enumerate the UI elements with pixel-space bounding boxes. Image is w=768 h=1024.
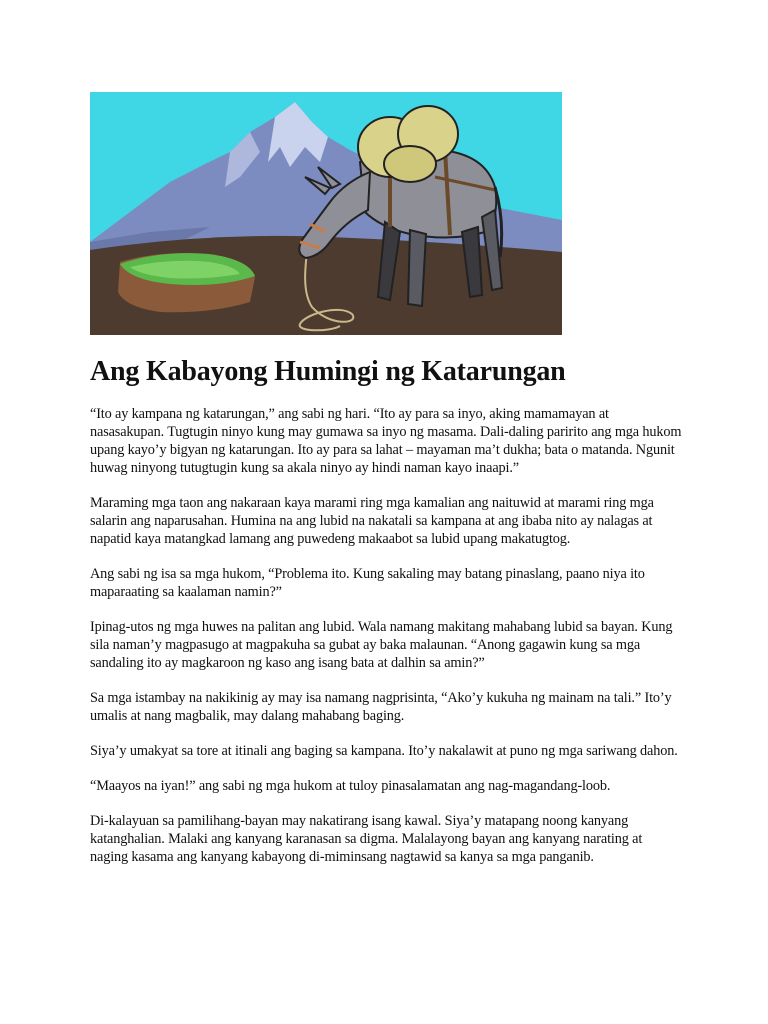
paragraph: Siya’y umakyat sa tore at itinali ang baging sa kampana. Ito’y nakalawit at puno ng mga sariwang dahon.: [90, 743, 678, 759]
page-title: Ang Kabayong Humingi ng Katarungan: [90, 356, 566, 387]
paragraph: “Ito ay kampana ng katarungan,” ang sabi ng hari. “Ito ay para sa inyo, aking mamamayan at nasasakupan. Tugtugin ninyo kung may gumawa sa inyo ng masama. Dali-daling paririto ang mga hukom upang kayo’y bigyan ng katarungan. Ito ay para sa lahat – mayaman ma’t dukha; bata o matanda. Ngunit huwag ninyong tutugtugin kung sa akala ninyo ay hindi naman kayo inaapi.”: [90, 406, 682, 476]
donkey-mountain-illustration: [90, 92, 562, 335]
paragraph: Ang sabi ng isa sa mga hukom, “Problema ito. Kung sakaling may batang pinaslang, paano niya ito maparaating sa kaalaman namin?”: [90, 566, 645, 600]
paragraph: Ipinag-utos ng mga huwes na palitan ang lubid. Wala namang makitang mahabang lubid sa bayan. Kung sila naman’y magpasugo at magpakuha sa gubat ay baka malaunan. “Anong gagawin kung sa mga sandaling ito ay magkaroon ng kaso ang isang bata at dalhin sa amin?”: [90, 619, 673, 671]
paragraph: Maraming mga taon ang nakaraan kaya marami ring mga kamalian ang naituwid at marami ring mga salarin ang naparusahan. Humina na ang lubid na nakatali sa kampana at ang ibaba nito ay nalagas at napatid kaya matangkad lamang ang puwedeng makaabot sa lubid upang makatugtog.: [90, 495, 654, 547]
paragraph: Sa mga istambay na nakikinig ay may isa namang nagprisinta, “Ako’y kukuha ng mainam na tali.” Ito’y umalis at nang magbalik, may dalang mahabang baging.: [90, 690, 672, 724]
paragraph: “Maayos na iyan!” ang sabi ng mga hukom at tuloy pinasalamatan ang nag-magandang-loob.: [90, 778, 611, 794]
story-body: [90, 405, 682, 883]
paragraph: Di-kalayuan sa pamilihang-bayan may nakatirang isang kawal. Siya’y matapang noong kanyang katanghalian. Malaki ang kanyang karanasan sa digma. Malalayong bayan ang kanyang narating at naging kasama ang kanyang kabayong di-miminsang nagtawid sa kanya sa mga panganib.: [90, 813, 643, 865]
